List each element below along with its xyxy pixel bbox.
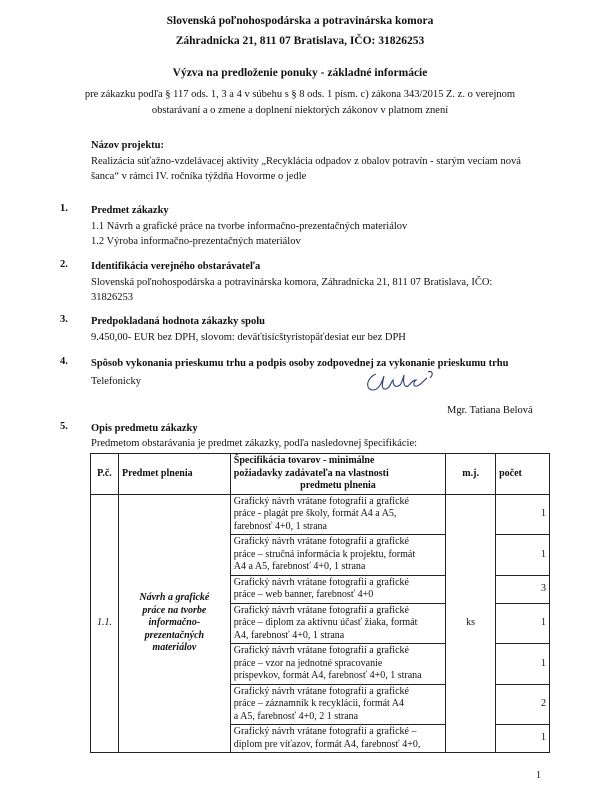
header-spec-line1: Špecifikácia tovarov - minimálne xyxy=(233,455,375,466)
subject-line3: informačno- xyxy=(148,617,201,628)
section-4-text: Telefonicky xyxy=(91,376,141,387)
subject-line5: materiálov xyxy=(152,642,197,653)
spec-cell xyxy=(230,494,445,535)
spec-line: A4, farebnosť 4+0, 1 strana xyxy=(233,629,345,641)
spec-line: práce – záznamník k recyklácii, formát A4 xyxy=(233,698,404,709)
spec-line: Grafický návrh vrátane fotografií a grafické xyxy=(233,536,409,547)
spec-cell xyxy=(230,603,445,644)
header-spec-line3: predmetu plnenia xyxy=(300,480,376,491)
spec-line: práce – vzor na jednotné spracovanie xyxy=(233,657,383,669)
header-unit: m.j. xyxy=(446,454,496,495)
section-4-number: 4. xyxy=(60,356,68,367)
count-cell: 1 xyxy=(496,494,550,535)
spec-line: a A5, farebnosť 4+0, 2 1 strana xyxy=(233,710,359,722)
spec-cell xyxy=(230,575,445,603)
subject-line2: práce na tvorbe xyxy=(142,604,207,616)
spec-line: práce – diplom za aktívnu účasť žiaka, formát xyxy=(233,617,418,628)
subject-line4: prezentačných xyxy=(144,629,205,641)
spec-line: farebnosť 4+0, 1 strana xyxy=(233,520,327,532)
header-specification xyxy=(230,454,445,495)
header-subject: Predmet plnenia xyxy=(118,454,230,495)
section-1-item-1: 1.1 Návrh a grafické práce na tvorbe informačno-prezentačných materiálov xyxy=(91,221,408,232)
section-2-text-line1: Slovenská poľnohospodárska a potravinárska komora, Záhradnícka 21, 811 07 Bratislava, IČO: xyxy=(91,277,493,288)
spec-line: Grafický návrh vrátane fotografií a grafické xyxy=(233,604,409,616)
header-count: počet xyxy=(496,454,550,495)
project-name-line1: Realizácia súťažno-vzdelávacej aktivity „Recyklácia odpadov z obalov potravín - starým veciam nová xyxy=(91,156,521,167)
project-heading: Názov projektu: xyxy=(91,140,165,151)
table-row xyxy=(91,494,550,535)
count-cell: 1 xyxy=(496,725,550,753)
spec-line: A4 a A5, farebnosť 4+0, 1 strana xyxy=(233,561,366,572)
row-number: 1.1. xyxy=(91,494,119,753)
section-1-number: 1. xyxy=(60,203,68,214)
project-name-line2: šanca“ v rámci IV. ročníka týždňa Hovorme o jedle xyxy=(91,171,307,182)
section-1-item-2: 1.2 Výroba informačno-prezentačných materiálov xyxy=(91,236,301,247)
page-number: 1 xyxy=(536,770,541,781)
section-2-number: 2. xyxy=(60,259,68,270)
signature-name: Mgr. Tatiana Belová xyxy=(447,405,533,416)
spec-line: práce – web banner, farebnosť 4+0 xyxy=(233,589,374,600)
section-4-title: Spôsob vykonania prieskumu trhu a podpis osoby zodpovednej za vykonanie prieskumu trhu xyxy=(91,358,509,369)
spec-line: Grafický návrh vrátane fotografií a grafické xyxy=(233,645,409,656)
spec-line: Grafický návrh vrátane fotografií a grafické – xyxy=(233,726,417,737)
spec-line: práce - plagát pre školy, formát A4 a A5, xyxy=(233,508,397,519)
section-3-text: 9.450,00- EUR bez DPH, slovom: deväťtisícštyristopäťdesiat eur bez DPH xyxy=(91,332,406,343)
unit-cell: ks xyxy=(446,494,496,753)
count-cell: 2 xyxy=(496,684,550,725)
header-spec-line2: požiadavky zadávateľa na vlastnosti xyxy=(233,467,389,479)
section-2-title: Identifikácia verejného obstarávateľa xyxy=(91,261,261,272)
count-cell: 1 xyxy=(496,603,550,644)
document-title: Výzva na predloženie ponuky - základné informácie xyxy=(172,67,428,79)
specification-table xyxy=(90,453,550,753)
legal-basis-line1: pre zákazku podľa § 117 ods. 1, 3 a 4 v súbehu s § 8 ods. 1 písm. c) zákona 343/2015 Z. z. o verejnom xyxy=(84,89,516,100)
header-pc: P.č. xyxy=(91,454,119,495)
table-header-row xyxy=(91,454,550,495)
section-1-title: Predmet zákazky xyxy=(91,205,169,216)
section-5-title: Opis predmetu zákazky xyxy=(91,423,198,434)
section-2-text-line2: 31826253 xyxy=(91,292,133,303)
spec-line: Grafický návrh vrátane fotografií a grafické xyxy=(233,576,409,588)
handwritten-signature xyxy=(362,368,442,396)
spec-line: práce – stručná informácia k projektu, formát xyxy=(233,548,416,560)
organization-name: Slovenská poľnohospodárska a potravinárska komora xyxy=(166,15,434,27)
subject-line1: Návrh a grafické xyxy=(139,592,210,603)
section-5-number: 5. xyxy=(60,421,68,432)
section-3-number: 3. xyxy=(60,314,68,325)
count-cell: 1 xyxy=(496,644,550,685)
spec-line: príspevkov, formát A4, farebnosť 4+0, 1 strana xyxy=(233,670,422,681)
spec-cell xyxy=(230,535,445,576)
section-5-text: Predmetom obstarávania je predmet zákazky, podľa nasledovnej špecifikácie: xyxy=(91,438,418,449)
count-cell: 3 xyxy=(496,575,550,603)
spec-line: Grafický návrh vrátane fotografií a grafické xyxy=(233,685,409,697)
spec-cell xyxy=(230,725,445,753)
legal-basis-line2: obstarávaní a o zmene a doplnení niektorých zákonov v platnom znení xyxy=(151,105,449,116)
section-3-title: Predpokladaná hodnota zákazky spolu xyxy=(91,316,265,327)
spec-cell xyxy=(230,644,445,685)
spec-line: diplom pre víťazov, formát A4, farebnosť 4+0, xyxy=(233,738,421,750)
subject-cell xyxy=(118,494,230,753)
spec-cell xyxy=(230,684,445,725)
spec-line: Grafický návrh vrátane fotografií a grafické xyxy=(233,495,409,507)
count-cell: 1 xyxy=(496,535,550,576)
organization-address: Záhradnícka 21, 811 07 Bratislava, IČO: 31826253 xyxy=(175,35,425,47)
